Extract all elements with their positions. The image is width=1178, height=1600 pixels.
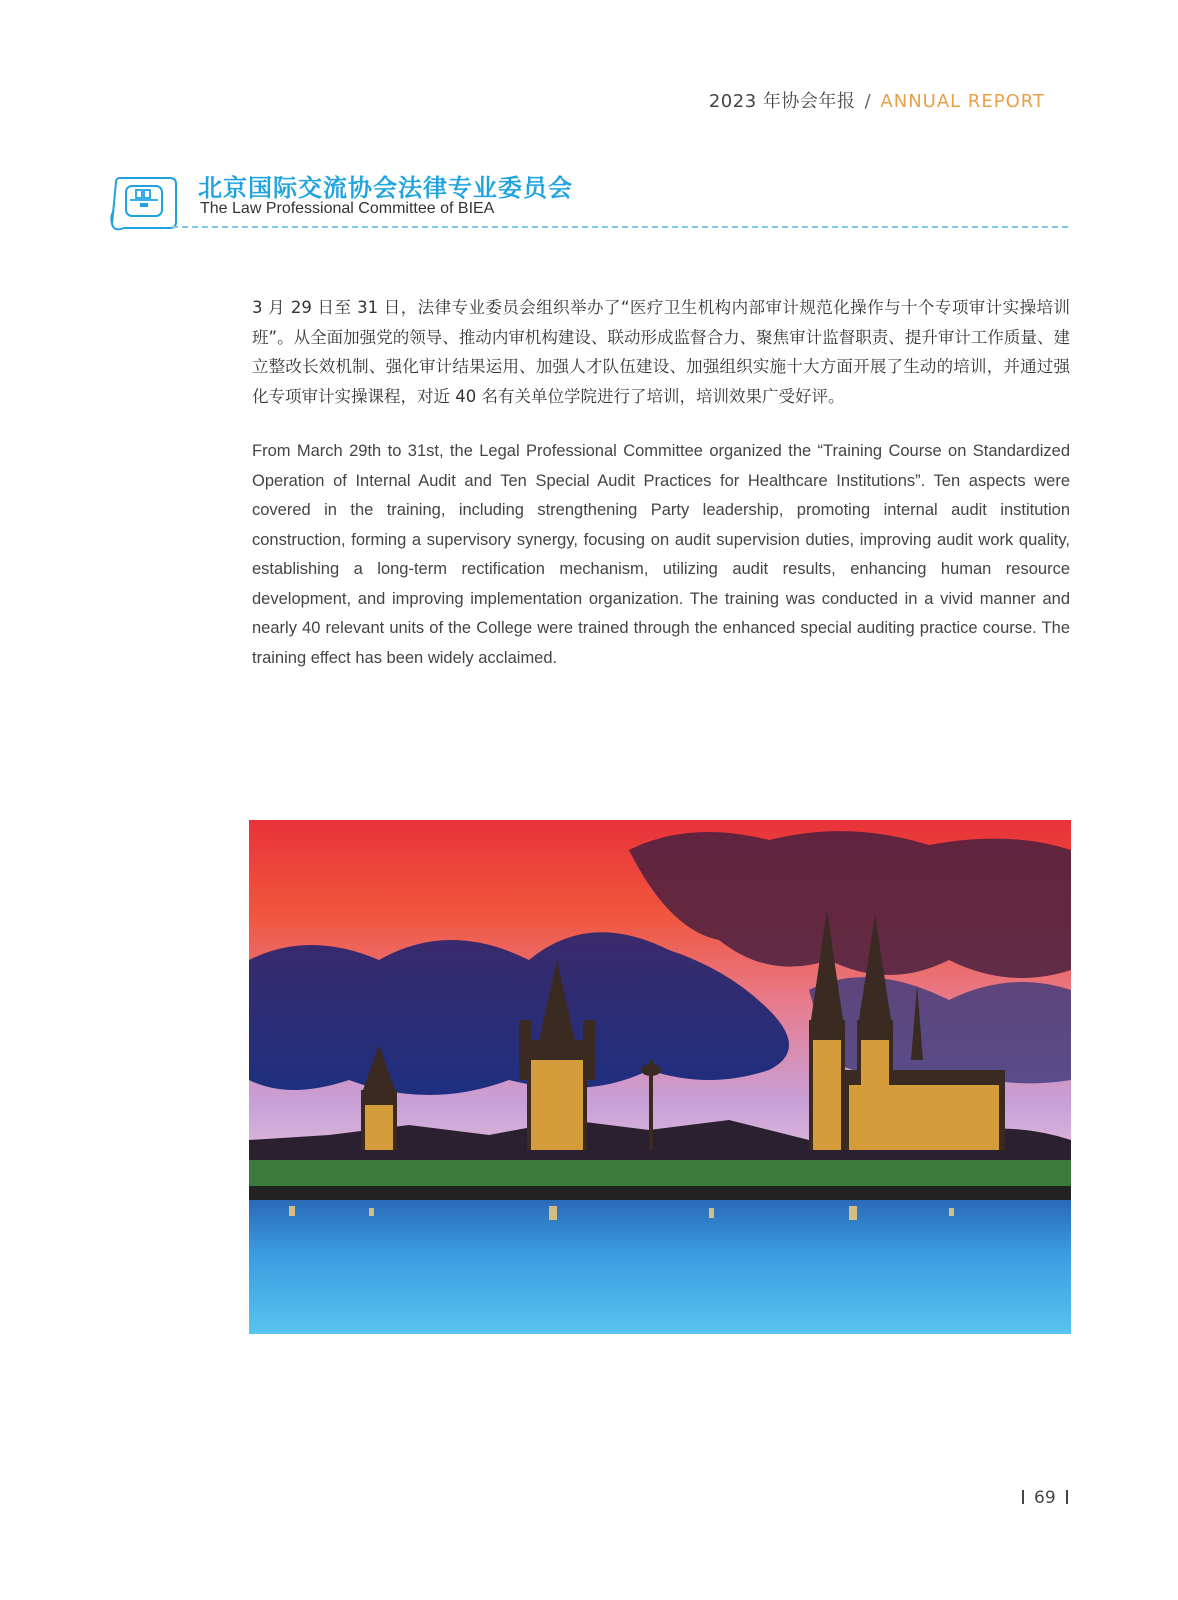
section-subtitle: The Law Professional Committee of BIEA	[200, 200, 495, 217]
briefcase-icon	[110, 174, 180, 234]
paragraph-chinese: 3 月 29 日至 31 日，法律专业委员会组织举办了“医疗卫生机构内部审计规范化操作与十个专项审计实操培训班”。从全面加强党的领导、推动内审机构建设、联动形成监督合力、聚焦审计监督职责、提升审计工作质量、建立整改长效机制、强化审计结果运用、加强人才队伍建设、加强组织实施十大方面开展了生动的培训，并通过强化专项审计实操课程，对近 40 名有关单位学院进行了培训，培训效果广受好评。	[252, 298, 1070, 406]
page-number-value: 69	[1034, 1488, 1056, 1508]
page-number-left-bar	[1022, 1490, 1024, 1504]
report-label: ANNUAL REPORT	[880, 91, 1045, 112]
cathedral-skyline-photo	[249, 820, 1071, 1334]
header-separator: /	[864, 91, 872, 112]
section-title: 北京国际交流协会法律专业委员会	[198, 174, 573, 202]
page-number	[1012, 1488, 1078, 1508]
paragraph-english: From March 29th to 31st, the Legal Professional Committee organized the “Training Course on Standardized Operation of Internal Audit and Ten Special Audit Practices for Healthcare Institutions”. Ten aspects were covered in the training, including strengthening Party leadership, promoting internal audit institution construction, forming a supervisory synergy, focusing on audit supervision duties, improving audit work quality, establishing a long-term rectification mechanism, utilizing audit results, enhancing human resource development, and improving implementation organization. The training was conducted in a vivid manner and nearly 40 relevant units of the College were trained through the enhanced special auditing practice course. The training effect has been widely acclaimed.	[252, 442, 1070, 667]
report-header	[709, 87, 1045, 113]
page-number-right-bar	[1066, 1490, 1068, 1504]
report-year-label: 2023 年协会年报	[708, 91, 856, 112]
section-divider	[172, 226, 1068, 228]
